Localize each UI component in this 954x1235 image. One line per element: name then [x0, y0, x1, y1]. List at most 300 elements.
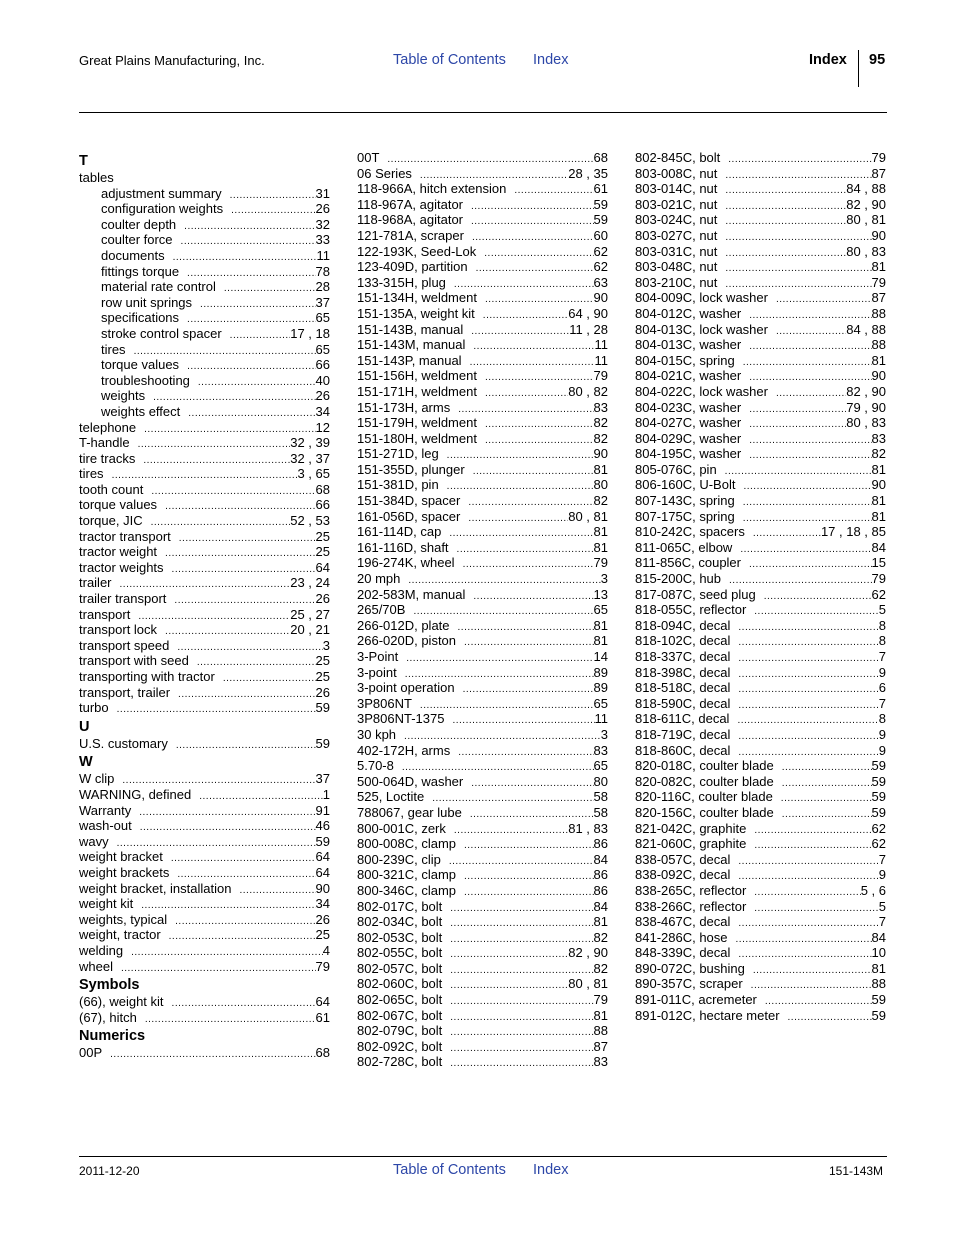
- entry-page-numbers[interactable]: 81 , 83: [568, 820, 608, 836]
- index-entry[interactable]: [79, 834, 330, 850]
- entry-page-numbers[interactable]: 46: [315, 818, 330, 834]
- entry-page-numbers[interactable]: 81: [593, 461, 608, 477]
- index-entry[interactable]: [79, 959, 330, 975]
- entry-page-numbers[interactable]: 5 , 6: [860, 882, 886, 898]
- index-entry[interactable]: [79, 420, 330, 436]
- entry-page-numbers[interactable]: 7: [878, 914, 886, 930]
- entry-page-numbers[interactable]: 59: [871, 758, 886, 774]
- index-entry[interactable]: [357, 587, 608, 603]
- index-entry[interactable]: [357, 524, 608, 540]
- entry-page-numbers[interactable]: 25: [315, 653, 330, 669]
- entry-page-numbers[interactable]: 88: [871, 337, 886, 353]
- index-entry[interactable]: [635, 509, 886, 525]
- entry-page-numbers[interactable]: 9: [878, 726, 886, 742]
- index-entry[interactable]: [79, 787, 330, 803]
- index-entry[interactable]: [635, 711, 886, 727]
- entry-page-numbers[interactable]: 81: [871, 352, 886, 368]
- entry-page-numbers[interactable]: 82: [593, 493, 608, 509]
- entry-page-numbers[interactable]: 15: [871, 555, 886, 571]
- entry-page-numbers[interactable]: 79: [871, 571, 886, 587]
- entry-page-numbers[interactable]: 86: [593, 836, 608, 852]
- entry-page-numbers[interactable]: 40: [315, 372, 330, 388]
- index-entry[interactable]: [357, 774, 608, 790]
- entry-page-numbers[interactable]: 64: [315, 864, 330, 880]
- index-entry[interactable]: [635, 618, 886, 634]
- entry-page-numbers[interactable]: 26: [315, 388, 330, 404]
- index-entry[interactable]: [357, 961, 608, 977]
- index-entry[interactable]: [635, 774, 886, 790]
- entry-page-numbers[interactable]: 11: [594, 711, 608, 727]
- index-entry[interactable]: [635, 587, 886, 603]
- entry-page-numbers[interactable]: 1: [322, 786, 330, 802]
- entry-page-numbers[interactable]: 59: [871, 1007, 886, 1023]
- index-subentry[interactable]: [79, 232, 330, 248]
- index-subentry[interactable]: [79, 201, 330, 217]
- entry-page-numbers[interactable]: 80 , 81: [568, 508, 608, 524]
- index-entry[interactable]: [357, 696, 608, 712]
- entry-page-numbers[interactable]: 81: [871, 508, 886, 524]
- footer-toc-link[interactable]: Table of Contents: [393, 1162, 506, 1178]
- index-entry[interactable]: [79, 622, 330, 638]
- index-entry[interactable]: [79, 497, 330, 513]
- index-entry[interactable]: [635, 633, 886, 649]
- entry-page-numbers[interactable]: 81: [593, 539, 608, 555]
- entry-page-numbers[interactable]: 58: [593, 789, 608, 805]
- index-subentry[interactable]: [79, 186, 330, 202]
- entry-page-numbers[interactable]: 90: [315, 880, 330, 896]
- index-entry[interactable]: [79, 927, 330, 943]
- entry-page-numbers[interactable]: 88: [593, 1023, 608, 1039]
- index-entry[interactable]: [635, 524, 886, 540]
- entry-page-numbers[interactable]: 62: [871, 820, 886, 836]
- index-entry[interactable]: [357, 431, 608, 447]
- index-entry[interactable]: [357, 197, 608, 213]
- index-entry[interactable]: [79, 912, 330, 928]
- entry-page-numbers[interactable]: 90: [871, 368, 886, 384]
- entry-page-numbers[interactable]: 80: [593, 477, 608, 493]
- entry-page-numbers[interactable]: 65: [593, 695, 608, 711]
- index-entry[interactable]: [357, 462, 608, 478]
- index-entry[interactable]: [357, 914, 608, 930]
- entry-page-numbers[interactable]: 65: [315, 310, 330, 326]
- index-entry[interactable]: [357, 1008, 608, 1024]
- entry-page-numbers[interactable]: 66: [315, 357, 330, 373]
- index-entry[interactable]: [79, 170, 330, 186]
- index-entry[interactable]: [635, 431, 886, 447]
- index-subentry[interactable]: [79, 404, 330, 420]
- entry-page-numbers[interactable]: 86: [593, 882, 608, 898]
- entry-page-numbers[interactable]: 79: [871, 150, 886, 165]
- index-entry[interactable]: [357, 212, 608, 228]
- index-entry[interactable]: [79, 544, 330, 560]
- entry-page-numbers[interactable]: 81: [871, 493, 886, 509]
- index-entry[interactable]: [357, 805, 608, 821]
- entry-page-numbers[interactable]: 65: [593, 758, 608, 774]
- entry-page-numbers[interactable]: 90: [871, 477, 886, 493]
- entry-page-numbers[interactable]: 7: [878, 649, 886, 664]
- entry-page-numbers[interactable]: 82 , 90: [846, 196, 886, 212]
- entry-page-numbers[interactable]: 64: [315, 994, 330, 1010]
- index-entry[interactable]: [357, 618, 608, 634]
- entry-page-numbers[interactable]: 26: [315, 911, 330, 927]
- entry-page-numbers[interactable]: 62: [593, 243, 608, 259]
- index-entry[interactable]: [357, 836, 608, 852]
- entry-page-numbers[interactable]: 79 , 90: [846, 399, 886, 415]
- entry-page-numbers[interactable]: 89: [593, 680, 608, 696]
- index-entry[interactable]: [635, 337, 886, 353]
- index-entry[interactable]: [357, 275, 608, 291]
- entry-page-numbers[interactable]: 64: [315, 559, 330, 575]
- entry-page-numbers[interactable]: 83: [593, 742, 608, 758]
- index-subentry[interactable]: [79, 248, 330, 264]
- index-entry[interactable]: [357, 680, 608, 696]
- index-entry[interactable]: [79, 591, 330, 607]
- entry-page-numbers[interactable]: 62: [593, 259, 608, 275]
- entry-page-numbers[interactable]: 12: [315, 419, 330, 435]
- index-entry[interactable]: [635, 867, 886, 883]
- entry-page-numbers[interactable]: 63: [593, 274, 608, 290]
- index-entry[interactable]: [635, 462, 886, 478]
- entry-page-numbers[interactable]: 81: [593, 914, 608, 930]
- entry-page-numbers[interactable]: 65: [593, 602, 608, 618]
- entry-page-numbers[interactable]: 88: [871, 976, 886, 992]
- entry-page-numbers[interactable]: 79: [593, 555, 608, 571]
- index-entry[interactable]: [635, 306, 886, 322]
- entry-page-numbers[interactable]: 64: [315, 849, 330, 865]
- entry-page-numbers[interactable]: 10: [871, 945, 886, 961]
- index-entry[interactable]: [357, 649, 608, 665]
- entry-page-numbers[interactable]: 28: [315, 279, 330, 295]
- index-entry[interactable]: [79, 669, 330, 685]
- index-entry[interactable]: [357, 727, 608, 743]
- entry-page-numbers[interactable]: 79: [315, 958, 330, 974]
- entry-page-numbers[interactable]: 33: [315, 232, 330, 248]
- index-entry[interactable]: [357, 1039, 608, 1055]
- entry-page-numbers[interactable]: 82: [871, 446, 886, 462]
- entry-page-numbers[interactable]: 32 , 39: [290, 435, 330, 451]
- entry-page-numbers[interactable]: 26: [315, 684, 330, 700]
- header-toc-link[interactable]: Table of Contents: [393, 52, 506, 68]
- entry-page-numbers[interactable]: 60: [593, 227, 608, 243]
- entry-page-numbers[interactable]: 7: [878, 851, 886, 867]
- entry-page-numbers[interactable]: 7: [878, 695, 886, 711]
- entry-page-numbers[interactable]: 20 , 21: [290, 622, 330, 638]
- entry-page-numbers[interactable]: 90: [593, 290, 608, 306]
- entry-page-numbers[interactable]: 81: [871, 461, 886, 477]
- entry-page-numbers[interactable]: 31: [315, 185, 330, 201]
- entry-page-numbers[interactable]: 25: [315, 927, 330, 943]
- index-entry[interactable]: [357, 150, 608, 166]
- index-entry[interactable]: [357, 259, 608, 275]
- index-entry[interactable]: [357, 571, 608, 587]
- entry-page-numbers[interactable]: 62: [871, 836, 886, 852]
- entry-page-numbers[interactable]: 81: [871, 259, 886, 275]
- index-entry[interactable]: [357, 509, 608, 525]
- entry-page-numbers[interactable]: 59: [593, 196, 608, 212]
- index-entry[interactable]: [635, 322, 886, 338]
- index-entry[interactable]: [79, 513, 330, 529]
- entry-page-numbers[interactable]: 17 , 18: [290, 325, 330, 341]
- index-entry[interactable]: [79, 685, 330, 701]
- entry-page-numbers[interactable]: 59: [871, 804, 886, 820]
- index-entry[interactable]: [635, 212, 886, 228]
- entry-page-numbers[interactable]: 32 , 37: [290, 450, 330, 466]
- index-entry[interactable]: [357, 337, 608, 353]
- entry-page-numbers[interactable]: 3: [600, 726, 608, 742]
- index-entry[interactable]: [635, 680, 886, 696]
- index-entry[interactable]: [79, 849, 330, 865]
- index-entry[interactable]: [635, 244, 886, 260]
- index-subentry[interactable]: [79, 264, 330, 280]
- index-entry[interactable]: [635, 789, 886, 805]
- index-entry[interactable]: [79, 653, 330, 669]
- index-entry[interactable]: [357, 368, 608, 384]
- index-entry[interactable]: [79, 818, 330, 834]
- index-subentry[interactable]: [79, 279, 330, 295]
- index-entry[interactable]: [635, 259, 886, 275]
- entry-page-numbers[interactable]: 9: [878, 867, 886, 883]
- index-entry[interactable]: [79, 700, 330, 716]
- index-entry[interactable]: [357, 883, 608, 899]
- entry-page-numbers[interactable]: 8: [878, 711, 886, 727]
- index-entry[interactable]: [357, 166, 608, 182]
- index-entry[interactable]: [357, 415, 608, 431]
- index-subentry[interactable]: [79, 310, 330, 326]
- index-entry[interactable]: [635, 400, 886, 416]
- entry-page-numbers[interactable]: 84: [871, 929, 886, 945]
- index-entry[interactable]: [357, 665, 608, 681]
- entry-page-numbers[interactable]: 88: [871, 305, 886, 321]
- entry-page-numbers[interactable]: 11: [594, 337, 608, 353]
- entry-page-numbers[interactable]: 59: [871, 992, 886, 1008]
- entry-page-numbers[interactable]: 17 , 18 , 85: [820, 524, 886, 540]
- index-entry[interactable]: [79, 466, 330, 482]
- entry-page-numbers[interactable]: 6: [878, 680, 886, 696]
- index-entry[interactable]: [357, 555, 608, 571]
- index-entry[interactable]: [635, 197, 886, 213]
- index-entry[interactable]: [357, 290, 608, 306]
- entry-page-numbers[interactable]: 83: [593, 1054, 608, 1070]
- entry-page-numbers[interactable]: 80: [593, 773, 608, 789]
- index-entry[interactable]: [357, 711, 608, 727]
- entry-page-numbers[interactable]: 84: [871, 539, 886, 555]
- entry-page-numbers[interactable]: 81: [593, 633, 608, 649]
- entry-page-numbers[interactable]: 79: [593, 368, 608, 384]
- entry-page-numbers[interactable]: 81: [593, 617, 608, 633]
- index-entry[interactable]: [357, 493, 608, 509]
- index-entry[interactable]: [635, 821, 886, 837]
- index-entry[interactable]: [79, 560, 330, 576]
- index-entry[interactable]: [357, 446, 608, 462]
- index-entry[interactable]: [635, 540, 886, 556]
- entry-page-numbers[interactable]: 25: [315, 528, 330, 544]
- entry-page-numbers[interactable]: 82: [593, 415, 608, 431]
- entry-page-numbers[interactable]: 34: [315, 403, 330, 419]
- entry-page-numbers[interactable]: 68: [315, 481, 330, 497]
- index-entry[interactable]: [635, 415, 886, 431]
- index-entry[interactable]: [79, 435, 330, 451]
- entry-page-numbers[interactable]: 84: [593, 898, 608, 914]
- index-entry[interactable]: [357, 821, 608, 837]
- entry-page-numbers[interactable]: 82: [593, 430, 608, 446]
- entry-page-numbers[interactable]: 52 , 53: [290, 513, 330, 529]
- entry-page-numbers[interactable]: 79: [593, 992, 608, 1008]
- index-entry[interactable]: [635, 852, 886, 868]
- entry-page-numbers[interactable]: 13: [593, 586, 608, 602]
- index-entry[interactable]: [357, 1023, 608, 1039]
- entry-page-numbers[interactable]: 3 , 65: [297, 466, 330, 482]
- index-entry[interactable]: [357, 945, 608, 961]
- index-entry[interactable]: [635, 883, 886, 899]
- index-entry[interactable]: [635, 368, 886, 384]
- index-entry[interactable]: [357, 743, 608, 759]
- header-index-link[interactable]: Index: [533, 52, 569, 68]
- index-entry[interactable]: [357, 852, 608, 868]
- entry-page-numbers[interactable]: 80 , 81: [846, 212, 886, 228]
- entry-page-numbers[interactable]: 80 , 82: [568, 383, 608, 399]
- index-entry[interactable]: [635, 930, 886, 946]
- index-entry[interactable]: [635, 290, 886, 306]
- entry-page-numbers[interactable]: 66: [315, 497, 330, 513]
- index-entry[interactable]: [79, 529, 330, 545]
- index-entry[interactable]: [635, 649, 886, 665]
- index-entry[interactable]: [79, 896, 330, 912]
- footer-index-link[interactable]: Index: [533, 1162, 569, 1178]
- entry-page-numbers[interactable]: 59: [871, 773, 886, 789]
- entry-page-numbers[interactable]: 84: [593, 851, 608, 867]
- index-entry[interactable]: [635, 166, 886, 182]
- entry-page-numbers[interactable]: 59: [593, 212, 608, 228]
- entry-page-numbers[interactable]: 5: [878, 898, 886, 914]
- entry-page-numbers[interactable]: 25: [315, 544, 330, 560]
- index-entry[interactable]: [357, 930, 608, 946]
- entry-page-numbers[interactable]: 4: [322, 942, 330, 958]
- index-entry[interactable]: [635, 602, 886, 618]
- entry-page-numbers[interactable]: 37: [315, 294, 330, 310]
- entry-page-numbers[interactable]: 62: [871, 586, 886, 602]
- entry-page-numbers[interactable]: 59: [315, 700, 330, 716]
- entry-page-numbers[interactable]: 82 , 90: [568, 945, 608, 961]
- entry-page-numbers[interactable]: 9: [878, 664, 886, 680]
- index-entry[interactable]: [79, 881, 330, 897]
- entry-page-numbers[interactable]: 78: [315, 263, 330, 279]
- index-entry[interactable]: [79, 482, 330, 498]
- index-entry[interactable]: [635, 150, 886, 166]
- index-entry[interactable]: [357, 353, 608, 369]
- index-entry[interactable]: [357, 867, 608, 883]
- entry-page-numbers[interactable]: 82 , 90: [846, 383, 886, 399]
- index-entry[interactable]: [635, 477, 886, 493]
- entry-page-numbers[interactable]: 82: [593, 960, 608, 976]
- index-entry[interactable]: [635, 446, 886, 462]
- entry-page-numbers[interactable]: 80 , 81: [568, 976, 608, 992]
- index-entry[interactable]: [79, 736, 330, 752]
- entry-page-numbers[interactable]: 68: [315, 1045, 330, 1061]
- index-subentry[interactable]: [79, 342, 330, 358]
- entry-page-numbers[interactable]: 87: [871, 290, 886, 306]
- entry-page-numbers[interactable]: 59: [315, 833, 330, 849]
- index-subentry[interactable]: [79, 388, 330, 404]
- index-entry[interactable]: [79, 865, 330, 881]
- index-entry[interactable]: [357, 322, 608, 338]
- entry-page-numbers[interactable]: 80 , 83: [846, 243, 886, 259]
- entry-page-numbers[interactable]: 28 , 35: [568, 165, 608, 181]
- index-entry[interactable]: [635, 976, 886, 992]
- entry-page-numbers[interactable]: 64 , 90: [568, 305, 608, 321]
- index-entry[interactable]: [635, 353, 886, 369]
- entry-page-numbers[interactable]: 84 , 88: [846, 321, 886, 337]
- index-entry[interactable]: [357, 992, 608, 1008]
- entry-page-numbers[interactable]: 8: [878, 633, 886, 649]
- entry-page-numbers[interactable]: 83: [593, 399, 608, 415]
- entry-page-numbers[interactable]: 26: [315, 591, 330, 607]
- entry-page-numbers[interactable]: 25: [315, 669, 330, 684]
- index-entry[interactable]: [357, 976, 608, 992]
- index-entry[interactable]: [635, 384, 886, 400]
- entry-page-numbers[interactable]: 65: [315, 341, 330, 357]
- entry-page-numbers[interactable]: 11 , 28: [569, 321, 608, 337]
- index-entry[interactable]: [79, 771, 330, 787]
- index-entry[interactable]: [357, 181, 608, 197]
- entry-page-numbers[interactable]: 3: [322, 637, 330, 653]
- entry-page-numbers[interactable]: 11: [594, 352, 608, 368]
- index-entry[interactable]: [79, 575, 330, 591]
- index-entry[interactable]: [635, 758, 886, 774]
- index-entry[interactable]: [357, 789, 608, 805]
- index-entry[interactable]: [635, 275, 886, 291]
- index-entry[interactable]: [635, 1008, 886, 1024]
- index-entry[interactable]: [79, 994, 330, 1010]
- index-entry[interactable]: [635, 836, 886, 852]
- index-entry[interactable]: [635, 555, 886, 571]
- index-entry[interactable]: [357, 244, 608, 260]
- index-entry[interactable]: [635, 992, 886, 1008]
- index-entry[interactable]: [79, 638, 330, 654]
- index-entry[interactable]: [357, 1054, 608, 1070]
- entry-page-numbers[interactable]: 91: [315, 802, 330, 818]
- index-subentry[interactable]: [79, 373, 330, 389]
- index-entry[interactable]: [357, 633, 608, 649]
- index-entry[interactable]: [79, 1045, 330, 1061]
- entry-page-numbers[interactable]: 26: [315, 201, 330, 217]
- index-entry[interactable]: [635, 945, 886, 961]
- entry-page-numbers[interactable]: 23 , 24: [290, 575, 330, 591]
- index-entry[interactable]: [635, 665, 886, 681]
- entry-page-numbers[interactable]: 34: [315, 896, 330, 912]
- index-entry[interactable]: [357, 400, 608, 416]
- entry-page-numbers[interactable]: 90: [593, 446, 608, 462]
- index-entry[interactable]: [635, 899, 886, 915]
- index-entry[interactable]: [635, 181, 886, 197]
- index-entry[interactable]: [635, 571, 886, 587]
- entry-page-numbers[interactable]: 59: [871, 789, 886, 805]
- index-entry[interactable]: [635, 727, 886, 743]
- entry-page-numbers[interactable]: 81: [871, 960, 886, 976]
- index-subentry[interactable]: [79, 357, 330, 373]
- entry-page-numbers[interactable]: 58: [593, 804, 608, 820]
- entry-page-numbers[interactable]: 61: [593, 181, 608, 197]
- index-entry[interactable]: [357, 602, 608, 618]
- entry-page-numbers[interactable]: 37: [315, 771, 330, 787]
- index-entry[interactable]: [357, 306, 608, 322]
- entry-page-numbers[interactable]: 81: [593, 524, 608, 540]
- index-entry[interactable]: [357, 384, 608, 400]
- index-entry[interactable]: [635, 914, 886, 930]
- index-entry[interactable]: [79, 607, 330, 623]
- entry-page-numbers[interactable]: 90: [871, 227, 886, 243]
- entry-page-numbers[interactable]: 84 , 88: [846, 181, 886, 197]
- index-entry[interactable]: [635, 961, 886, 977]
